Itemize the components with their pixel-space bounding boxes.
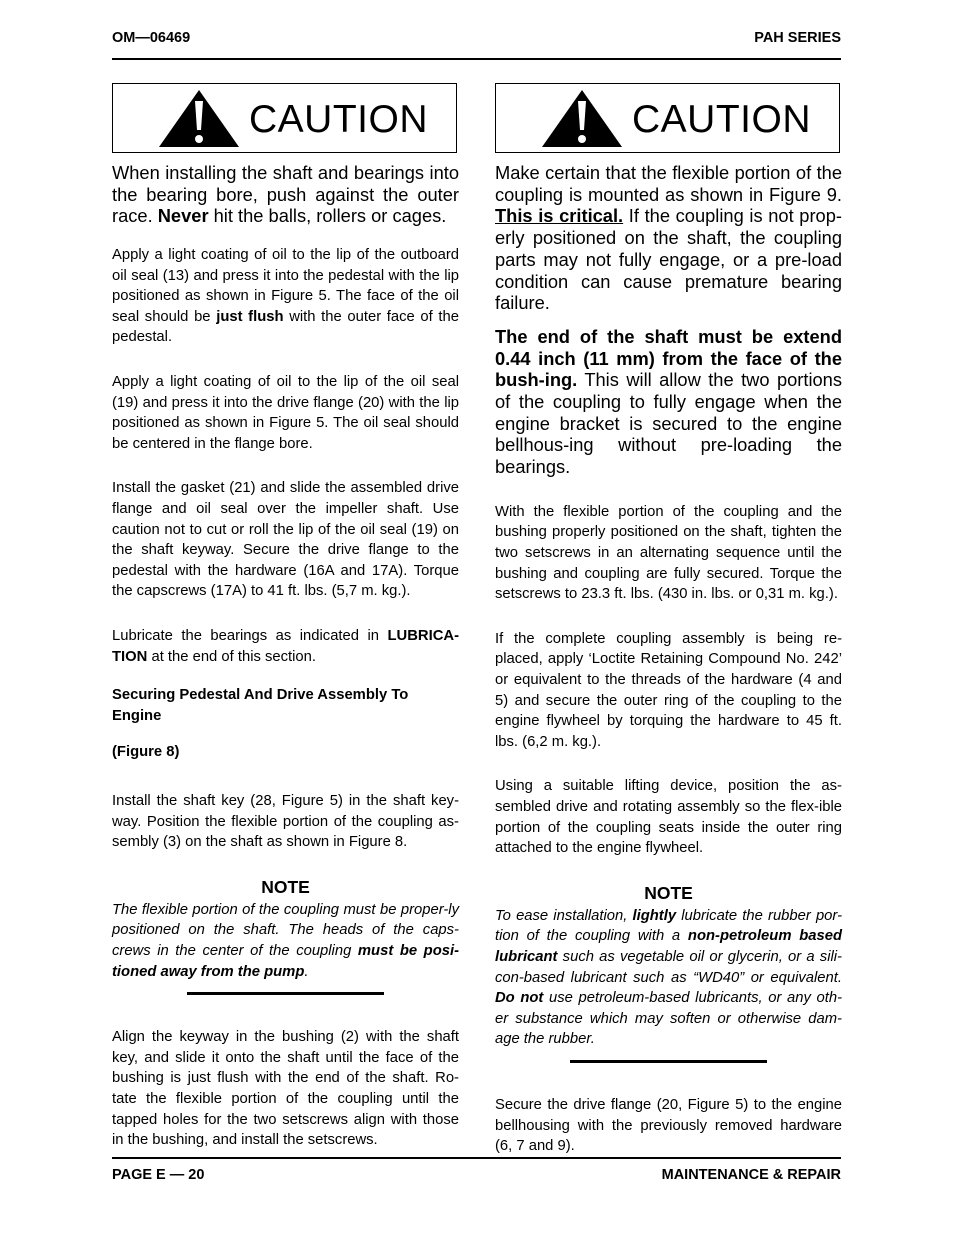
note-block [495,883,842,1063]
paragraph-lifting: Using a suitable lifting device, position the as-sembled drive and rotating assembly so the flex-ible portion of the coupling seats inside the outer ring attached to the engine flywheel. [495,778,842,857]
page-number: PAGE E — 20 [112,1167,205,1183]
header-rule [112,58,841,60]
note-text: To ease installation, lightly lubricate the rubber por-tion of the coupling with a non-petroleum based lubricant such as vegetable oil or glycerin, or a sili-con-based lubricant such as “WD40” or equivalent. Do not use petroleum-based lubricants, or any oth-er substance which may soften or otherwise dam-age the rubber. [495,907,843,1048]
caution-text: When installing the shaft and bearings into the bearing bore, push against the outer race. Never hit the balls, rollers or cages. [112,162,459,227]
warning-triangle-icon [157,88,241,148]
caution-box [495,83,840,153]
paragraph-outboard-seal: Apply a light coating of oil to the lip of the outboard oil seal (13) and press it into the pedestal with the lip positioned as shown in Figure 5. The face of the oil seal should be just flush with the outer face of the pedestal. [112,247,460,346]
figure-reference: (Figure 8) [112,744,180,761]
paragraph-setscrews: With the flexible portion of the coupling and the bushing properly positioned on the shaft, tighten the two setscrews in an alternating sequence until the bushing and coupling are fully secured. Torque the setscrews to 23.3 ft. lbs. (430 in. lbs. or 0,31 m. kg.). [495,503,842,603]
paragraph-drive-flange: Secure the drive flange (20, Figure 5) to the engine bellhousing with the previously removed hardware (6, 7 and 9). [495,1096,842,1155]
paragraph-oil-seal: Apply a light coating of oil to the lip of the oil seal (19) and press it into the drive flange (20) with the lip positioned as shown in Figure 5. The oil seal should be centered in the flange bore. [112,374,459,452]
paragraph-keyway: Align the keyway in the bushing (2) with the shaft key, and slide it onto the shaft until the face of the bushing is just flush with the end of the shaft. Ro-tate the flexible portion of the coupling until the tapped holes for the two setscrews align with those in the bushing, and install the setscrews. [112,1029,459,1149]
paragraph-shaft-extension: The end of the shaft must be extend 0.44 inch (11 mm) from the face of the bush-ing. This will allow the two portions of the coupling to fully engage when the engine bracket is secured to the engine bellhous-ing without pre-loading the bearings. [495,325,842,478]
note-title: NOTE [261,876,310,897]
paragraph-gasket: Install the gasket (21) and slide the assembled drive flange and oil seal over the impeller shaft. Use caution not to cut or roll the lip of the oil seal (19) on the shaft keyway. Secure the drive flange to the pedestal with the hardware (16A and 17A). Torque the capscrews (17A) to 41 ft. lbs. (5,7 m. kg.). [112,480,459,600]
caution-label: CAUTION [632,98,811,141]
document-number: OM—06469 [112,30,191,46]
right-column [495,83,842,1181]
note-title: NOTE [644,882,693,903]
paragraph-loctite: If the complete coupling assembly is being re-placed, apply ‘Loctite Retaining Compound No. 242’ or equivalent to the threads of the hardware (4 and 5) and secure the outer ring of the coupling to the engine flywheel by torquing the hardware to 45 ft. lbs. (6,2 m. kg.). [495,630,842,750]
footer-rule [112,1157,841,1159]
section-title: MAINTENANCE & REPAIR [661,1167,841,1183]
paragraph-lubricate: Lubricate the bearings as indicated in LUBRICA-TION at the end of this section. [112,628,459,665]
note-text: The flexible portion of the coupling must be proper-ly positioned on the shaft. The heads of the caps-crews in the center of the coupling must be posi-tioned away from the pump. [112,901,459,980]
caution-box [112,83,457,153]
left-column [112,83,459,1175]
note-rule [570,1060,767,1063]
caution-label: CAUTION [249,98,428,141]
paragraph-shaft-key: Install the shaft key (28, Figure 5) in the shaft key-way. Position the flexible portion of the coupling as-sembly (3) on the shaft as shown in Figure 8. [112,792,459,851]
note-rule [187,992,384,995]
section-heading: Securing Pedestal And Drive Assembly To Engine [112,687,409,724]
series-title: PAH SERIES [754,30,841,46]
caution-text: Make certain that the flexible portion of the coupling is mounted as shown in Figure 9. This is critical. If the coupling is not prop-erly positioned on the shaft, the coupling parts may not fully engage, or a pre-load condition can cause premature bearing failure. [495,162,842,314]
warning-triangle-icon [540,88,624,148]
note-block [112,877,459,995]
